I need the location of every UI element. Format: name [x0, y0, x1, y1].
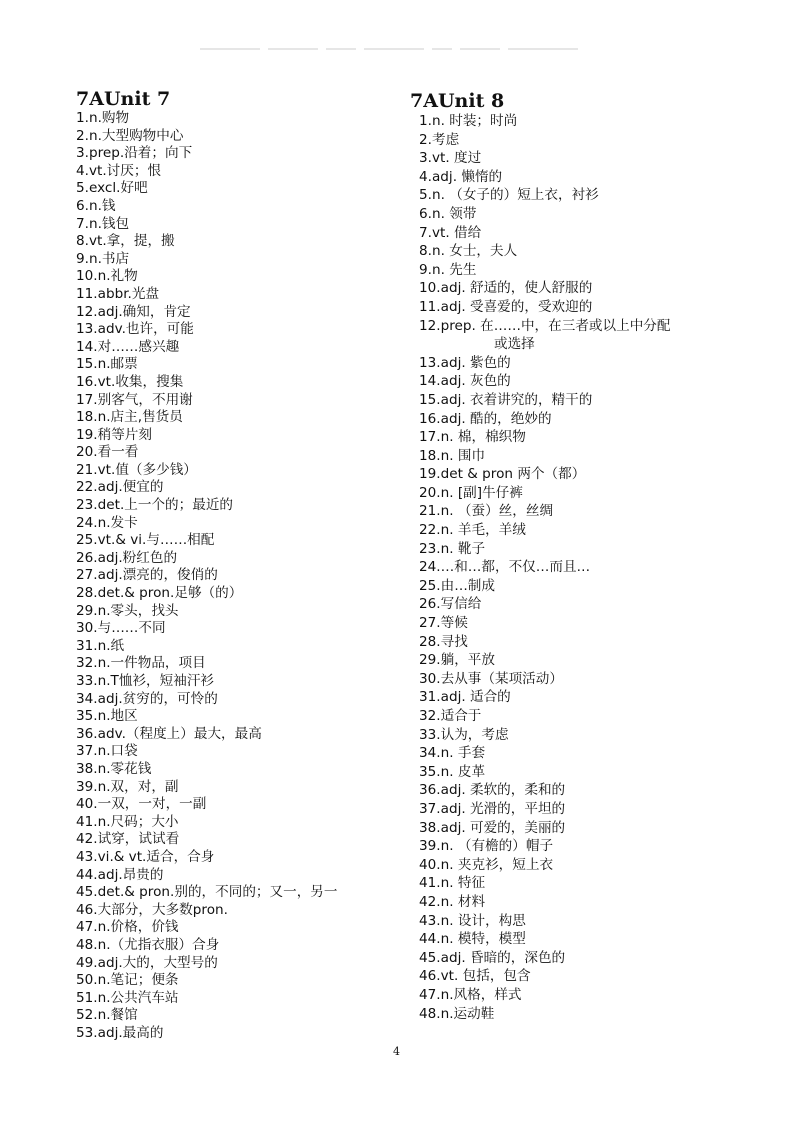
vocab-item	[76, 673, 406, 691]
vocab-item	[76, 972, 406, 990]
vocab-item	[76, 462, 406, 480]
vocab-item-text: 1.n. 时装；时尚	[419, 113, 518, 129]
vocab-item-continuation: 或选择	[494, 336, 535, 353]
vocab-item	[419, 410, 790, 429]
vocab-item	[419, 744, 790, 763]
vocab-item-text: 33.认为，考虑	[419, 726, 509, 743]
vocab-item-text: 23.det.上一个的；最近的	[76, 497, 234, 514]
vocab-item	[419, 540, 790, 559]
vocab-item-text: 42.试穿，试试看	[76, 831, 180, 848]
vocab-item-text: 16.vt.收集，搜集	[76, 373, 184, 390]
vocab-item-text: 14.对……感兴趣	[76, 338, 180, 355]
vocab-item-text: 17.n. 棉，棉织物	[419, 429, 526, 446]
vocab-item-text: 6.n. 领带	[419, 205, 477, 222]
vocab-item	[76, 831, 406, 849]
vocab-item	[419, 967, 790, 986]
vocab-item	[419, 912, 790, 931]
vocab-item	[419, 949, 790, 968]
vocab-item	[419, 726, 790, 745]
vocab-item	[419, 131, 790, 150]
vocab-item-text: 32.n.一件物品，项目	[76, 655, 206, 672]
vocab-item	[76, 796, 406, 814]
vocab-item	[76, 761, 406, 779]
vocab-item-text: 1.n.购物	[76, 110, 130, 126]
vocab-item	[76, 849, 406, 867]
vocab-item	[76, 603, 406, 621]
vocab-item	[419, 856, 790, 875]
vocab-item-text: 20.看一看	[76, 444, 139, 461]
vocab-item-text: 8.vt.拿，提，搬	[76, 233, 175, 250]
vocab-item-text: 49.adj.大的，大型号的	[76, 954, 218, 971]
vocab-item	[76, 532, 406, 550]
vocab-item-text: 30.与……不同	[76, 620, 166, 637]
vocab-item	[76, 321, 406, 339]
vocab-item	[76, 655, 406, 673]
vocab-item	[419, 484, 790, 503]
vocab-item-text: 38.n.零花钱	[76, 760, 152, 777]
vocab-item	[76, 479, 406, 497]
vocab-item-text: 36.adj. 柔软的，柔和的	[419, 782, 566, 799]
vocab-item	[76, 444, 406, 462]
vocab-item	[76, 251, 406, 269]
vocab-item	[76, 1025, 406, 1043]
vocab-item-text: 39.n.双，对，副	[76, 778, 179, 795]
vocab-item-text: 37.adj. 光滑的，平坦的	[419, 800, 566, 817]
vocab-item	[419, 465, 790, 484]
vocab-item	[76, 708, 406, 726]
vocab-item-text: 43.n. 设计，构思	[419, 912, 526, 929]
vocab-item-text: 4.vt.讨厌；恨	[76, 162, 162, 179]
vocab-item-text: 45.adj. 昏暗的，深色的	[419, 949, 566, 966]
vocab-item	[419, 354, 790, 373]
vocab-item-text: 53.adj.最高的	[76, 1024, 164, 1041]
vocab-item	[76, 867, 406, 885]
vocab-item	[76, 515, 406, 533]
vocab-item-text: 3.prep.沿着；向下	[76, 145, 193, 162]
vocab-item-text: 41.n.尺码；大小	[76, 813, 179, 830]
vocab-item	[76, 743, 406, 761]
vocab-item-text: 13.adv.也许，可能	[76, 321, 194, 338]
vocab-item-text: 5.excl.好吧	[76, 180, 148, 197]
vocab-item	[76, 620, 406, 638]
vocab-item-text: 12.prep. 在……中，在三者或以上中分配	[419, 317, 671, 334]
vocab-item	[76, 110, 406, 128]
vocab-item	[76, 919, 406, 937]
vocab-item	[76, 145, 406, 163]
vocab-item	[76, 726, 406, 744]
vocab-item-text: 4.adj. 懒惰的	[419, 168, 503, 185]
vocab-item-text: 28.det.& pron.足够（的）	[76, 585, 243, 602]
vocab-item	[76, 128, 406, 146]
vocab-item-text: 43.vi.& vt.适合，合身	[76, 848, 215, 865]
vocab-item-text: 23.n. 靴子	[419, 540, 486, 557]
vocab-item	[76, 356, 406, 374]
vocab-item	[419, 930, 790, 949]
vocab-item	[76, 180, 406, 198]
vocab-item	[76, 427, 406, 445]
vocab-item-text: 46.大部分，大多数pron.	[76, 901, 228, 918]
vocab-item	[419, 707, 790, 726]
vocab-item	[76, 567, 406, 585]
vocab-item	[76, 937, 406, 955]
vocab-item-text: 44.n. 模特，模型	[419, 931, 526, 948]
vocab-item	[419, 391, 790, 410]
vocab-item-text: 10.adj. 舒适的，使人舒服的	[419, 280, 593, 297]
vocab-item-text: 52.n.餐馆	[76, 1007, 138, 1024]
vocab-item	[419, 521, 790, 540]
vocab-item-text: 21.n. （蚕）丝，丝绸	[419, 503, 554, 520]
vocab-item	[419, 837, 790, 856]
vocab-item-text: 12.adj.确知，肯定	[76, 303, 191, 320]
vocab-item	[419, 781, 790, 800]
vocab-item	[76, 304, 406, 322]
vocab-item	[419, 577, 790, 596]
vocab-item	[419, 372, 790, 391]
vocab-item	[76, 779, 406, 797]
vocab-item-text: 28.寻找	[419, 633, 468, 650]
vocab-item-text: 34.n. 手套	[419, 745, 486, 762]
vocab-item	[76, 884, 406, 902]
page-number: 4	[393, 1045, 400, 1058]
unit7-vocab-list	[76, 110, 406, 1042]
vocab-item-text: 47.n.价格，价钱	[76, 919, 179, 936]
vocab-item	[419, 633, 790, 652]
vocab-item-text: 21.vt.值（多少钱）	[76, 461, 197, 478]
vocab-item-text: 29.n.零头，找头	[76, 602, 179, 619]
vocab-item-text: 45.det.& pron.别的，不同的；又一，另一	[76, 884, 338, 901]
vocab-item	[76, 585, 406, 603]
vocab-item	[419, 893, 790, 912]
vocab-item	[419, 502, 790, 521]
vocab-item-text: 40.一双，一对，一副	[76, 796, 207, 813]
vocab-item-text: 40.n. 夹克衫，短上衣	[419, 856, 554, 873]
unit8-column	[410, 90, 790, 1023]
vocab-item	[76, 955, 406, 973]
vocab-item	[76, 374, 406, 392]
vocab-item-text: 46.vt. 包括，包含	[419, 968, 531, 985]
vocab-item-text: 35.n.地区	[76, 708, 138, 725]
vocab-item	[419, 986, 790, 1005]
vocab-item-text: 41.n. 特征	[419, 875, 486, 892]
vocab-item-text: 10.n.礼物	[76, 268, 138, 285]
vocab-item-text: 14.adj. 灰色的	[419, 373, 511, 390]
vocab-item	[76, 902, 406, 920]
vocab-item	[419, 317, 790, 354]
vocab-item-text: 2.考虑	[419, 131, 460, 148]
vocab-item-text: 38.adj. 可爱的，美丽的	[419, 819, 566, 836]
vocab-item	[419, 261, 790, 280]
vocab-item-text: 34.adj.贫穷的，可怜的	[76, 690, 218, 707]
unit7-column	[76, 88, 406, 1042]
vocab-item-text: 25.由…制成	[419, 577, 495, 594]
vocab-item-text: 7.vt. 借给	[419, 224, 482, 241]
vocab-item	[76, 339, 406, 357]
vocab-item-text: 15.n.邮票	[76, 356, 138, 373]
vocab-item-text: 29.躺，平放	[419, 652, 495, 669]
vocab-item	[419, 558, 790, 577]
unit7-title: 7AUnit 7	[76, 88, 171, 110]
vocab-item-text: 48.n.运动鞋	[419, 1005, 495, 1022]
vocab-item	[419, 242, 790, 261]
vocab-item	[76, 990, 406, 1008]
vocab-item-text: 39.n. （有檐的）帽子	[419, 838, 554, 855]
vocab-item-text: 24.…和…都，不仅…而且…	[419, 559, 591, 576]
vocab-item	[419, 874, 790, 893]
vocab-item-text: 27.等候	[419, 615, 468, 632]
vocab-item	[419, 1005, 790, 1024]
vocab-item	[419, 670, 790, 689]
vocab-item-text: 6.n.钱	[76, 197, 116, 214]
vocab-item-text: 13.adj. 紫色的	[419, 354, 511, 371]
vocab-item-text: 20.n. [副]牛仔裤	[419, 484, 523, 501]
vocab-item-text: 32.适合于	[419, 708, 482, 724]
vocab-item	[419, 428, 790, 447]
unit8-title: 7AUnit 8	[410, 90, 505, 112]
vocab-item	[419, 763, 790, 782]
vocab-item-text: 35.n. 皮革	[419, 763, 486, 780]
vocab-item	[419, 819, 790, 838]
vocab-item-text: 19.det & pron 两个（都）	[419, 466, 586, 483]
vocab-item-text: 8.n. 女士，夫人	[419, 243, 518, 260]
vocab-item-text: 11.adj. 受喜爱的，受欢迎的	[419, 298, 593, 315]
vocab-item	[419, 614, 790, 633]
vocab-item-text: 37.n.口袋	[76, 743, 138, 760]
vocab-item-text: 36.adv.（程度上）最大，最高	[76, 725, 262, 742]
vocab-item	[419, 298, 790, 317]
vocab-item-text: 31.adj. 适合的	[419, 689, 511, 706]
vocab-item-text: 26.写信给	[419, 596, 482, 613]
vocab-item-text: 15.adj. 衣着讲究的，精干的	[419, 391, 593, 408]
vocab-item-text: 17.别客气，不用谢	[76, 391, 193, 408]
vocab-item-text: 48.n.（尤指衣服）合身	[76, 936, 220, 953]
vocab-item-text: 24.n.发卡	[76, 514, 138, 531]
vocab-item	[76, 550, 406, 568]
vocab-item-text: 18.n.店主,售货员	[76, 409, 183, 426]
vocab-item-text: 50.n.笔记；便条	[76, 972, 179, 989]
vocab-item	[419, 800, 790, 819]
vocab-item	[76, 216, 406, 234]
vocab-item-text: 27.adj.漂亮的，俊俏的	[76, 567, 218, 584]
vocab-item	[419, 688, 790, 707]
vocab-item-text: 30.去从事（某项活动）	[419, 670, 563, 687]
vocab-item	[76, 392, 406, 410]
vocab-item-text: 7.n.钱包	[76, 215, 130, 232]
vocab-item	[76, 409, 406, 427]
vocab-item-text: 9.n.书店	[76, 250, 130, 267]
vocab-item	[76, 1007, 406, 1025]
vocab-item	[76, 163, 406, 181]
vocab-item-text: 22.adj.便宜的	[76, 479, 164, 496]
vocab-item	[76, 814, 406, 832]
vocab-item	[419, 651, 790, 670]
vocab-item	[419, 447, 790, 466]
vocab-item	[76, 691, 406, 709]
vocab-item-text: 5.n. （女子的）短上衣，衬衫	[419, 187, 599, 204]
vocab-item	[76, 233, 406, 251]
unit8-vocab-list	[419, 112, 790, 1023]
vocab-item-text: 19.稍等片刻	[76, 426, 152, 443]
vocab-item-text: 9.n. 先生	[419, 261, 477, 278]
vocab-item-text: 25.vt.& vi.与……相配	[76, 532, 215, 549]
vocab-item-text: 33.n.T恤衫，短袖汗衫	[76, 673, 215, 689]
vocab-item-text: 26.adj.粉红色的	[76, 549, 178, 566]
vocab-item-text: 47.n.风格，样式	[419, 986, 522, 1003]
vocab-item-text: 51.n.公共汽车站	[76, 989, 179, 1006]
vocab-item	[419, 186, 790, 205]
vocab-item	[419, 168, 790, 187]
vocab-item	[76, 268, 406, 286]
vocab-item-text: 2.n.大型购物中心	[76, 127, 184, 144]
vocab-item-text: 3.vt. 度过	[419, 150, 482, 167]
faint-header-rule	[200, 40, 590, 46]
vocab-item	[419, 224, 790, 243]
vocab-item-text: 16.adj. 酷的，绝妙的	[419, 410, 552, 427]
vocab-item	[76, 286, 406, 304]
vocab-item-text: 18.n. 围巾	[419, 447, 486, 464]
vocab-item-text: 31.n.纸	[76, 637, 125, 654]
vocab-item	[419, 112, 790, 131]
vocab-item	[76, 198, 406, 216]
vocab-item	[76, 497, 406, 515]
vocab-item	[419, 149, 790, 168]
vocab-item	[419, 205, 790, 224]
vocab-item	[76, 638, 406, 656]
vocab-item-text: 22.n. 羊毛，羊绒	[419, 522, 526, 539]
vocab-item	[419, 279, 790, 298]
vocab-item-text: 44.adj.昂贵的	[76, 866, 164, 883]
vocab-item-text: 42.n. 材料	[419, 893, 486, 910]
vocab-item	[419, 595, 790, 614]
vocab-item-text: 11.abbr.光盘	[76, 285, 160, 302]
